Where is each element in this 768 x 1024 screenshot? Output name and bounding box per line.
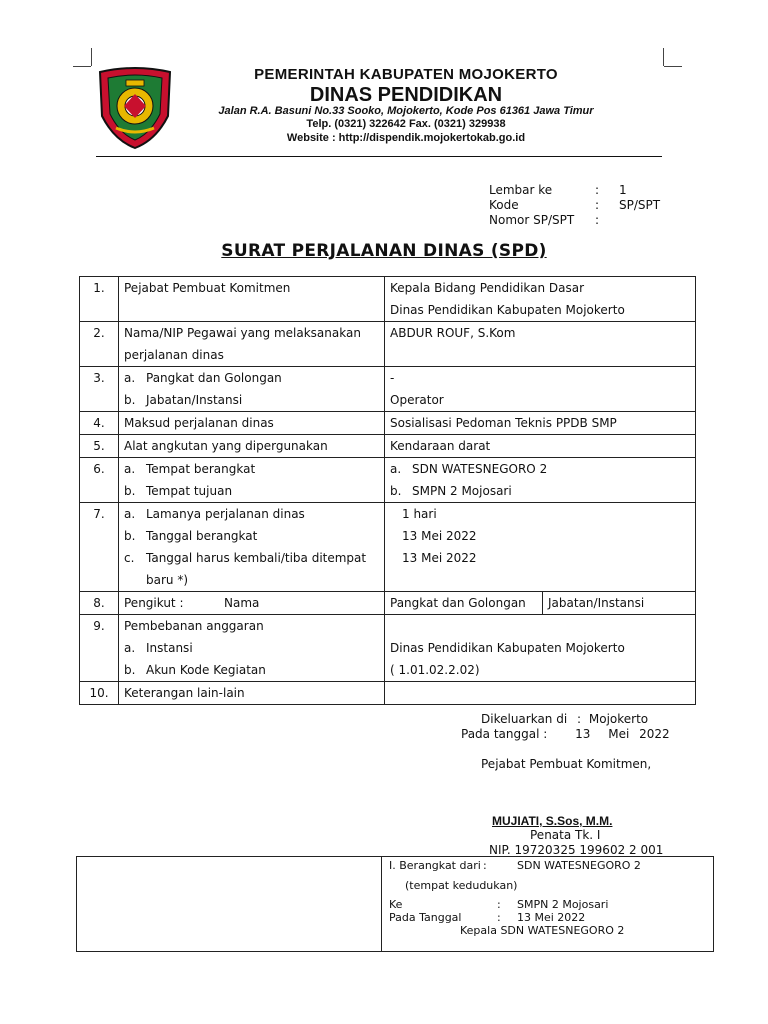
label-text: Instansi (146, 641, 193, 655)
row-number: 9. (80, 615, 119, 682)
destination-label: Ke (389, 898, 403, 911)
row-label: Maksud perjalanan dinas (119, 412, 385, 435)
meta-value: 1 (619, 183, 627, 197)
value-text: SDN WATESNEGORO 2 (412, 462, 548, 476)
row-label (119, 615, 385, 682)
row-number: 1. (80, 277, 119, 322)
sub-letter: b. (124, 484, 136, 498)
destination (389, 898, 608, 911)
date-label: Pada tanggal : (461, 727, 548, 741)
departure-label: I. Berangkat dari (389, 859, 481, 872)
row-value: Sosialisasi Pedoman Teknis PPDB SMP (385, 412, 696, 435)
label-line (124, 458, 379, 480)
table-row (80, 503, 696, 592)
value-line: Dinas Pendidikan Kabupaten Mojokerto (390, 641, 625, 655)
follower-position-header: Jabatan/Instansi (548, 596, 645, 610)
school-head-title: Kepala SDN WATESNEGORO 2 (460, 924, 625, 937)
table-row (80, 277, 696, 322)
label-text: Pangkat dan Golongan (146, 371, 282, 385)
official-name: MUJIATI, S.Sos, M.M. (492, 814, 613, 828)
value-line: Operator (390, 393, 444, 407)
sub-letter: a. (124, 641, 136, 655)
table-row (80, 592, 696, 615)
meta-key: Kode (489, 198, 519, 212)
header-website: Website : http://dispendik.mojokertokab.go.id (286, 132, 526, 144)
table-row (80, 367, 696, 412)
row-label (119, 592, 385, 615)
document-title: SURAT PERJALANAN DINAS (SPD) (221, 241, 547, 261)
label-text: Pengikut : (124, 596, 184, 610)
label-line (124, 367, 379, 389)
row-number: 4. (80, 412, 119, 435)
row-number: 5. (80, 435, 119, 458)
header-agency: DINAS PENDIDIKAN (309, 84, 503, 106)
meta-sep: : (595, 198, 600, 212)
departure-date (389, 911, 585, 924)
destination-sep: : (497, 898, 501, 911)
sub-letter: a. (124, 507, 136, 521)
row-value: Kendaraan darat (385, 435, 696, 458)
label-line (124, 503, 379, 525)
label-line (124, 637, 379, 659)
value-line (390, 458, 690, 480)
row-label (119, 367, 385, 412)
official-rank: Penata Tk. I (530, 828, 601, 842)
label-text: baru *) (146, 573, 189, 587)
meta-sep: : (595, 213, 600, 227)
row-label (119, 322, 385, 367)
row-number: 2. (80, 322, 119, 367)
label-line (124, 480, 379, 502)
label-text: Lamanya perjalanan dinas (146, 507, 305, 521)
issued-label: Dikeluarkan di (481, 712, 568, 726)
sub-letter: c. (124, 551, 135, 565)
crop-mark (91, 48, 92, 66)
table-row (80, 682, 696, 705)
header-government: PEMERINTAH KABUPATEN MOJOKERTO (254, 66, 558, 83)
date-value: 13 Mei 2022 (517, 911, 586, 924)
label-line: Nama/NIP Pegawai yang melaksanakan (124, 326, 361, 340)
label-line (124, 569, 379, 591)
sub-letter: a. (390, 462, 402, 476)
value-line: Kepala Bidang Pendidikan Dasar (390, 281, 585, 295)
issued-value: Mojokerto (588, 712, 649, 726)
document-meta (489, 183, 660, 228)
table-row (80, 615, 696, 682)
official-nip: NIP. 19720325 199602 2 001 (489, 843, 664, 857)
row-label (119, 458, 385, 503)
sub-letter: b. (390, 484, 402, 498)
row-number: 3. (80, 367, 119, 412)
header-rule (96, 156, 662, 157)
label-line (124, 547, 379, 569)
row-number: 10. (80, 682, 119, 705)
value-line: Dinas Pendidikan Kabupaten Mojokerto (390, 303, 625, 317)
follower-rank-header: Pangkat dan Golongan (385, 592, 543, 614)
meta-row (489, 183, 660, 198)
meta-row (489, 213, 660, 228)
crop-mark (664, 66, 682, 67)
date-sep: : (497, 911, 501, 924)
meta-sep: : (595, 183, 600, 197)
row-value (385, 367, 696, 412)
crop-mark (73, 66, 91, 67)
sub-letter: b. (124, 393, 136, 407)
destination-value: SMPN 2 Mojosari (517, 898, 609, 911)
official-title: Pejabat Pembuat Komitmen, (481, 757, 652, 771)
meta-key: Nomor SP/SPT (489, 213, 575, 227)
meta-key: Lembar ke (489, 183, 553, 197)
row-value (385, 592, 696, 615)
label-line: perjalanan dinas (124, 348, 224, 362)
value-line: 13 Mei 2022 (402, 551, 477, 565)
table-row (80, 458, 696, 503)
date-year: 2022 (639, 727, 670, 741)
departure-from (389, 859, 641, 872)
meta-value: SP/SPT (619, 198, 661, 212)
label-line (124, 389, 379, 411)
label-text: Tempat tujuan (146, 484, 233, 498)
value-line (390, 480, 690, 502)
follower-columns (385, 592, 695, 614)
row-label: Alat angkutan yang dipergunakan (119, 435, 385, 458)
column-divider (381, 857, 382, 951)
label-text: Tempat berangkat (146, 462, 256, 476)
crop-mark (663, 48, 664, 66)
table-row (80, 322, 696, 367)
date-label: Pada Tanggal (389, 911, 462, 924)
row-value (385, 458, 696, 503)
value-line: ( 1.01.02.2.02) (390, 663, 480, 677)
spd-table (79, 276, 696, 705)
table-row (80, 435, 696, 458)
value-text: SMPN 2 Mojosari (412, 484, 512, 498)
regency-emblem-shield-icon (96, 66, 174, 150)
table-row (80, 412, 696, 435)
row-label (119, 503, 385, 592)
label-line (124, 659, 379, 681)
row-number: 6. (80, 458, 119, 503)
row-number: 8. (80, 592, 119, 615)
value-line: 13 Mei 2022 (402, 529, 477, 543)
sub-letter: b. (124, 529, 136, 543)
row-label: Keterangan lain-lain (119, 682, 385, 705)
label-text: Tanggal berangkat (146, 529, 258, 543)
value-line: - (390, 371, 395, 385)
date-month: Mei (608, 727, 630, 741)
sub-letter: b. (124, 663, 136, 677)
row-value (385, 277, 696, 322)
label-line: Pembebanan anggaran (124, 619, 264, 633)
header-phone: Telp. (0321) 322642 Fax. (0321) 329938 (306, 118, 506, 130)
departure-note: (tempat kedudukan) (405, 879, 518, 892)
label-line (124, 525, 379, 547)
sub-letter: a. (124, 371, 136, 385)
sub-letter: a. (124, 462, 136, 476)
date-day: 13 (575, 727, 591, 741)
issued-sep: : (577, 712, 582, 726)
row-value: ABDUR ROUF, S.Kom (385, 322, 696, 367)
issued-place (481, 712, 648, 726)
header-address: Jalan R.A. Basuni No.33 Sooko, Mojokerto, Kode Pos 61361 Jawa Timur (218, 105, 594, 117)
row-number: 7. (80, 503, 119, 592)
departure-value: SDN WATESNEGORO 2 (517, 859, 641, 872)
label-text: Akun Kode Kegiatan (146, 663, 266, 677)
meta-row (489, 198, 660, 213)
row-value (385, 503, 696, 592)
row-label: Pejabat Pembuat Komitmen (119, 277, 385, 322)
row-value (385, 615, 696, 682)
label-text: Nama (224, 596, 260, 610)
departure-table (76, 856, 714, 952)
label-text: Tanggal harus kembali/tiba ditempat (146, 551, 367, 565)
issued-date (461, 727, 670, 741)
value-line (390, 615, 690, 637)
row-value (385, 682, 696, 705)
departure-sep: : (483, 859, 487, 872)
value-line: 1 hari (402, 507, 437, 521)
label-text: Jabatan/Instansi (146, 393, 243, 407)
